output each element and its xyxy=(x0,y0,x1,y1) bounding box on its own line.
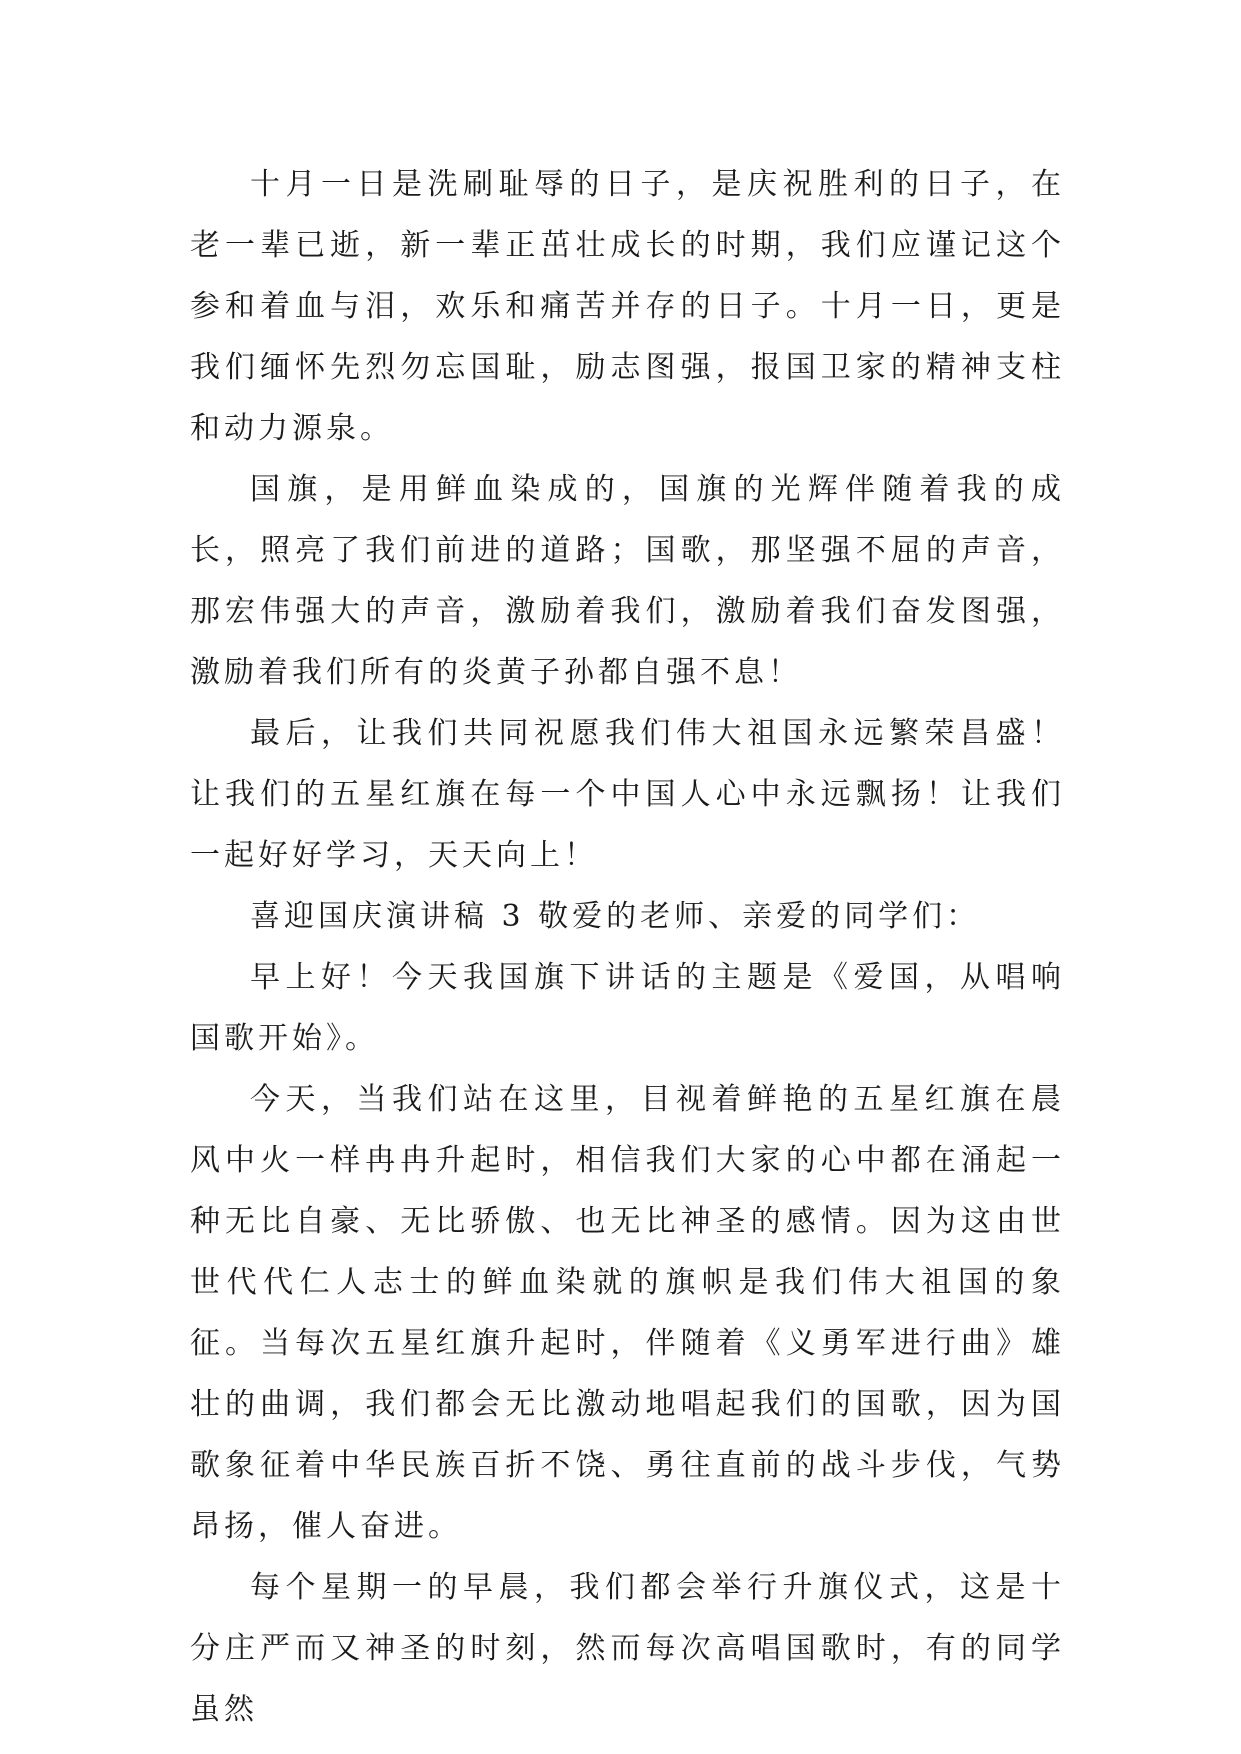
paragraph-1: 十月一日是洗刷耻辱的日子，是庆祝胜利的日子，在老一辈已逝，新一辈正茁壮成长的时期，我们应谨记这个参和着血与泪，欢乐和痛苦并存的日子。十月一日，更是我们缅怀先烈勿忘国耻，励志图强，报国卫家的精神支柱和动力源泉。 xyxy=(190,167,1065,446)
paragraph-4: 喜迎国庆演讲稿 3 敬爱的老师、亲爱的同学们： xyxy=(250,899,981,934)
paragraph-3: 最后，让我们共同祝愿我们伟大祖国永远繁荣昌盛！让我们的五星红旗在每一个中国人心中永远飘扬！让我们一起好好学习，天天向上！ xyxy=(190,716,1065,873)
paragraph-5: 早上好！今天我国旗下讲话的主题是《爱国，从唱响国歌开始》。 xyxy=(190,960,1065,1056)
paragraph-7: 每个星期一的早晨，我们都会举行升旗仪式，这是十分庄严而又神圣的时刻，然而每次高唱国歌时，有的同学虽然 xyxy=(190,1570,1065,1727)
paragraph-6: 今天，当我们站在这里，目视着鲜艳的五星红旗在晨风中火一样冉冉升起时，相信我们大家的心中都在涌起一种无比自豪、无比骄傲、也无比神圣的感情。因为这由世世代代仁人志士的鲜血染就的旗帜是我们伟大祖国的象征。当每次五星红旗升起时，伴随着《义勇军进行曲》雄壮的曲调，我们都会无比激动地唱起我们的国歌，因为国歌象征着中华民族百折不饶、勇往直前的战斗步伐，气势昂扬，催人奋进。 xyxy=(190,1082,1065,1544)
paragraph-2: 国旗，是用鲜血染成的，国旗的光辉伴随着我的成长，照亮了我们前进的道路；国歌，那坚强不屈的声音，那宏伟强大的声音，激励着我们，激励着我们奋发图强，激励着我们所有的炎黄子孙都自强不息！ xyxy=(190,472,1065,690)
document-body xyxy=(190,154,1065,1740)
